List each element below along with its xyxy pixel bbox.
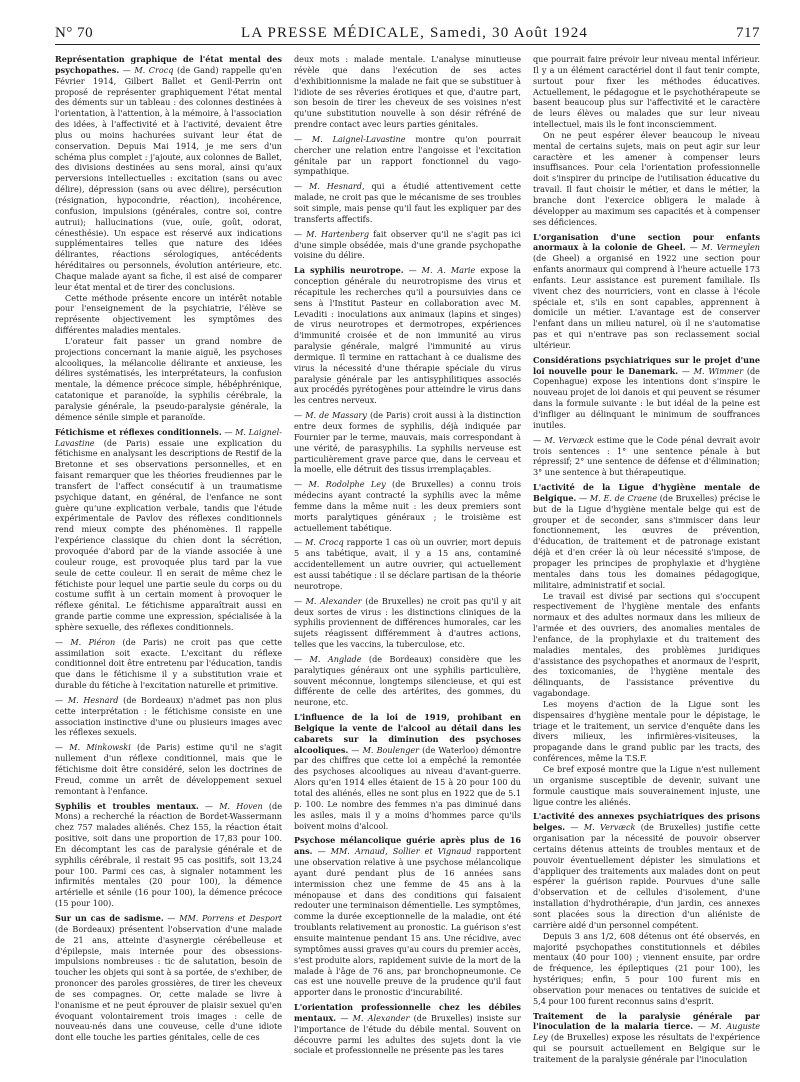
section-text: (de Bruxelles) ne croit pas qu'il y ait deux sortes de virus : les distinctions cliniques de la syphilis proviennent de différences humorales, car les sujets réagissent différemment à d'autres actions, telles que les vaccins, la tuberculose, etc. [294, 595, 521, 650]
report-section [294, 410, 521, 475]
speaker-name: M. Vervæck [544, 434, 594, 445]
section-text: (de Bordeaux) n'admet pas non plus cette interprétation : le fétichisme consiste en une association instinctive d'une ou plusieurs images avec les réflexes sexuels. [55, 694, 282, 738]
section-paragraph: Psychose mélancolique guérie après plus de 16 ans. — MM. Arnaud, Sollier et Vignaud rapportent une observation relative à une psychose mélancolique ayant duré pendant plus de 16 années sans intermission chez une femme de 45 ans à la ménopause et dans des conditions qui faisaient redouter une terminaison démentielle. Les symptômes, comme la durée exceptionnelle de la maladie, ont été troublants relativement au pronostic. La guérison s'est ensuite maintenue pendant 15 ans. Une récidive, avec symptômes aussi graves qu'au cours du premier accès, s'est produite alors, rapidement suivie de la mort de la malade à l'âge de 76 ans, par bronchopneumonie. Ce cas est une nouvelle preuve de la prudence qu'il faut apporter dans le pronostic d'incurabilité. [294, 835, 521, 998]
section-text: (de Bruxelles) justifie cette organisation par la nécessité de pouvoir observer certains détenus atteints de troubles mentaux et de pouvoir éventuellement dépister les simulations et d'appliquer des traitements aux malades dont on peut espérer la guérison rapide. Pourvues d'une salle d'observation et de cellules d'isolement, d'une installation d'hydrothérapie, d'un jardin, ces annexes sont placées sous la direction d'un aliéniste de carrière aidé d'un personnel compétent. [533, 822, 760, 930]
speaker-name: M. Crocq [305, 537, 344, 548]
section-paragraph: — M. Hesnard (de Bordeaux) n'admet pas non plus cette interprétation : le fétichisme consiste en une association instinctive d'une ou plusieurs images avec les réflexes sexuels. [55, 694, 282, 738]
journal-title: LA PRESSE MÉDICALE, Samedi, 30 Août 1924 [240, 24, 589, 41]
section-paragraph: Syphilis et troubles mentaux. — M. Hoven (de Mons) a recherché la réaction de Bordet-Wassermann chez 757 malades aliénés. Chez 155, la réaction était positive, soit dans une proportion de 17,83 pour 100. En décomptant les cas de paralysie générale et de syphilis cérébrale, il restait 95 cas positifs, soit 13,24 pour 100. Parmi ces cas, à signaler notamment les infirmités mentales (20 pour 100), la démence artérielle et sénile (16 pour 100), la démence précoce (15 pour 100). [55, 800, 282, 909]
section-text: expose la conception générale du neurotropisme des virus et récapitule les recherches qu'il a poursuivies dans ce sens à l'Institut Pasteur en collaboration avec M. Levaditi : inoculations aux animaux (lapins et singes) de virus neurotropes et dermotropes, expériences d'immunité croisée et de non immunité au virus paralysie générale, malgré l'immunité au virus dermique. Il termine en rattachant à ce dualisme des virus la nécessité d'une thérapie spéciale du virus paralysie générale par les antisyphilitiques associés aux procédés pyrétogènes pour atteindre le virus dans les centres nerveux. [294, 265, 521, 406]
section-text: (de Bordeaux) présentent l'observation d'une malade de 21 ans, atteinte d'asynergie cérébelleuse et d'épilepsie, mais internée pour des obsessions-impulsions nombreuses : tic de salutation, besoin de toucher les objets qui sont à sa portée, de s'exhiber, de prononcer des paroles grossières, de tirer les cheveux de ses compagnes. Or, cette malade se livre à l'onanisme et ne peut éprouver de plaisir sexuel qu'en évoquant volontairement trois images : celle de nouveau-nés dans une couveuse, celle d'une idiote dont elle touche les parties génitales, celle de ces [55, 923, 282, 1043]
speaker-name: M. Wimmer [693, 365, 744, 376]
speaker-name: M. A. Marie [421, 265, 476, 276]
report-section [294, 134, 521, 177]
section-paragraph: Traitement de la paralysie générale par l'inoculation de la malaria tierce. — M. Auguste Ley (de Bruxelles) expose les résultats de l'expérience qui se poursuit actuellement en Belgique sur le traitement de la paralysie générale par l'inoculation [533, 1010, 760, 1064]
speaker-name: M. Laignel-Lavastine [55, 426, 282, 448]
section-paragraph: L'influence de la loi de 1919, prohibant en Belgique la vente de l'alcool au détail dans les cabarets sur la diminution des psychoses alcooliques. — M. Boulenger (de Waterloo) démontre par des chiffres que cette loi a empêché la remontée des psychoses alcooliques au niveau d'avant-guerre. Alors qu'en 1914 elles étaient de 15 à 20 pour 100 du total des aliénés, elles ne sont plus en 1922 que de 5.1 p. 100. Le nombre des femmes n'a pas diminué dans les asiles, mais il y a moins d'hommes parce qu'ils boivent moins d'alcool. [294, 712, 521, 831]
section-paragraph: — M. Crocq rapporte 1 cas où un ouvrier, mort depuis 5 ans tabétique, avait, il y a 15 ans, contaminé accidentellement un autre ouvrier, qui actuellement est aussi tabétique : il se déclare partisan de la théorie neurotrope. [294, 537, 521, 591]
report-section [294, 1002, 521, 1056]
section-title: Représentation graphique de l'état mental des psychopathes. [55, 54, 282, 75]
section-title: L'activité des annexes psychiatriques des prisons belges. [533, 811, 760, 833]
section-text: (de Gand) rappelle qu'en Février 1914, Gilbert Ballet et Genil-Perrin ont proposé de représenter graphiquement l'état mental des déments sur un tableau : des colonnes destinées à l'orientation, à l'attention, à la mémoire, à l'association des idées, à l'affectivité et à l'activité, devaient être plus ou moins hachurées suivant leur état de conservation. Depuis Mai 1914, je me sers d'un schéma plus complet : j'ajoute, aux colonnes de Ballet, des divisions destinées au sens moral, ainsi qu'aux perversions intellectuelles : excitation (sans ou avec délire), dépression (sans ou avec délire), persécution (résignation, hypocondrie, réaction), incohérence, confusion, impulsions (générales, contre soi, contre autrui); hallucinations (vue, ouïe, goût, odorat, cénesthésie). Un espace est réservé aux indications supplémentaires telles que nature des idées délirantes, réactions sérologiques, antécédents héréditaires ou personnels, évolution antérieure, etc. Chaque malade ayant sa fiche, il est aisé de comparer leur état mental et de tirer des conclusions. [55, 64, 282, 292]
report-section [55, 801, 282, 909]
section-text: estime que le Code pénal devrait avoir trois sentences : 1° une sentence pénale à but répressif; 2° une sentence de défense et d'élimination; 3° une sentence à but thérapeutique. [533, 434, 760, 478]
section-text: (de Waterloo) démontre par des chiffres que cette loi a empêché la remontée des psychoses alcooliques au niveau d'avant-guerre. Alors qu'en 1914 elles étaient de 15 à 20 pour 100 du total des aliénés, elles ne sont plus en 1922 que de 5.1 p. 100. Le nombre des femmes n'a pas diminué dans les asiles, mais il y a moins d'hommes parce qu'ils boivent moins d'alcool. [294, 744, 521, 831]
column-middle [294, 54, 521, 1068]
section-paragraph: Cette méthode présente encore un intérêt notable pour l'enseignement de la psychiatrie, l'élève se représente objectivement les symptômes des différentes maladies mentales. [55, 292, 282, 336]
speaker-name: MM. Arnaud, Sollier et Vignaud [330, 846, 472, 857]
section-text: montre qu'on pourrait chercher une relation entre l'angoisse et l'excitation génitale par un rapport fonctionnel du vago-sympathique. [294, 133, 521, 177]
section-paragraph: Depuis 3 ans 1/2, 608 détenus ont été observés, en majorité psychopathes constitutionnels et débiles mentaux (40 pour 100) ; viennent ensuite, par ordre de fréquence, les épileptiques (21 pour 100), les hystériques; enfin, 5 pour 100 furent mis en observation pour menaces ou tentatives de suicide et 5,4 pour 100 furent reconnus sains d'esprit. [533, 930, 760, 1006]
section-text: (de Paris) essaie une explication du fétichisme en analysant les descriptions de Restif de la Bretonne et ses observations personnelles, et en faisant remarquer que les théories freudiennes par le transfert de l'affect consécutif à un traumatisme psychique datant, en général, de l'enfance ne sont guère qu'une explication verbale, tandis que l'étude expérimentale de Pavlov des réflexes conditionnels rend mieux compte des phénomènes. Il rappelle l'expérience classique du chien dont la sécrétion, provoquée d'abord par de la viande associée à une couleur rouge, est provoquée plus tard par la vue seule de cette couleur. Il en serait de même chez le fétichiste pour lequel une partie seule du corps ou du costume suffit à un certain moment à provoquer le réflexe génital. Le fétichisme apparaîtrait aussi en grande partie comme une expression, spécialisée à la sphère sexuelle, des réflexes conditionnels. [55, 437, 282, 632]
section-text: (de Mons) a recherché la réaction de Bordet-Wassermann chez 757 malades aliénés. Chez 155, la réaction était positive, soit dans une proportion de 17,83 pour 100. En décomptant les cas de paralysie générale et de syphilis cérébrale, il restait 95 cas positifs, soit 13,24 pour 100. Parmi ces cas, à signaler notamment les infirmités mentales (20 pour 100), la démence artérielle et sénile (16 pour 100), la démence précoce (15 pour 100). [55, 800, 282, 909]
section-text: (de Bordeaux) considère que les paralytiques généraux ont une syphilis particulière, souvent méconnue, longtemps silencieuse, et qui est différente de celle des artérites, des gommes, du neurone, etc. [294, 653, 521, 708]
section-title: Sur un cas de sadisme. [55, 912, 164, 923]
speaker-name: M. Piéron [70, 636, 116, 647]
section-paragraph: Sur un cas de sadisme. — MM. Porrens et Desport (de Bordeaux) présentent l'observation d'une malade de 21 ans, atteinte d'asynergie cérébelleuse et d'épilepsie, mais internée pour des obsessions-impulsions nombreuses : tic de salutation, besoin de toucher les objets qui sont à sa portée, de s'exhiber, de prononcer des paroles grossières, de tirer les cheveux de ses compagnes. Or, cette malade se livre à l'onanisme et ne peut éprouver de plaisir sexuel qu'en évoquant volontairement trois images : celle de nouveau-nés dans une couveuse, celle d'une idiote dont elle touche les parties génitales, celle de ces [55, 912, 282, 1043]
section-text: fait observer qu'il ne s'agit pas ici d'une simple obsédée, mais d'une grande psychopathe voisine du délire. [294, 228, 521, 261]
issue-number: N° 70 [55, 24, 94, 41]
section-paragraph: Le travail est divisé par sections qui s'occupent respectivement de l'hygiène mentale des enfants normaux et des adultes normaux dans les milieux de l'armée et des ouvriers, des anomalies mentales de l'enfance, de la prophylaxie et du traitement des maladies mentales, des problèmes juridiques d'assistance des psychopathes et anormaux de l'esprit, des toxicomanies, de l'hygiène mentale des délinquants, de l'assistance préventive du vagabondage. [533, 590, 760, 699]
section-paragraph: — M. Minkowski (de Paris) estime qu'il ne s'agit nullement d'un réflexe conditionnel, mais que le fétichisme doit être considéré, selon les doctrines de Freud, comme un arrêt de développement sexuel remontant à l'enfance. [55, 742, 282, 796]
section-title: La syphilis neurotrope. [294, 265, 404, 276]
section-text: (de Gheel) a organisé en 1922 une section pour enfants anormaux qui comprend à l'heure actuelle 173 enfants. Leur assistance est purement familiale. Ils vivent chez des nourriciers, vont en classe à l'école spéciale et, s'ils en sont capables, apprennent à domicile un métier. L'avantage est de conserver l'enfant dans un milieu naturel, où il ne s'automatise pas et qui n'entrave pas son reclassement social ultérieur. [533, 253, 760, 350]
report-section [55, 913, 282, 1043]
section-paragraph: La syphilis neurotrope. — M. A. Marie expose la conception générale du neurotropisme des virus et récapitule les recherches qu'il a poursuivies dans ce sens à l'Institut Pasteur en collaboration avec M. Levaditi : inoculations aux animaux (lapins et singes) de virus neurotropes et dermotropes, expériences d'immunité croisée et de non immunité au virus paralysie générale, malgré l'immunité au virus dermique. Il termine en rattachant à ce dualisme des virus la nécessité d'une thérapie spéciale du virus paralysie générale par les antisyphilitiques associés aux procédés pyrétogènes pour atteindre le virus dans les centres nerveux. [294, 265, 521, 406]
speaker-name: M. Boulenger [362, 744, 420, 755]
section-text: (de Paris) ne croit pas que cette assimilation soit exacte. L'excitant du réflexe conditionnel doit être entretenu par l'éducation, tandis que dans le fétichisme il y a substitution vraie et durable du fétiche à l'excitation naturelle et primitive. [55, 636, 282, 691]
section-text: que pourrait faire prévoir leur niveau mental inférieur. Il y a un élément caractériel dont il faut tenir compte, surtout pour fixer les méthodes éducatives. Actuellement, le pédagogue et le psychothérapeute se basent beaucoup plus sur l'affectivité et le caractère de leurs élèves ou malades que sur leur niveau intellectuel, mais ils le font inconsciemment. [533, 54, 760, 130]
section-paragraph: — M. Hesnard, qui a étudié attentivement cette malade, ne croit pas que le mécanisme de ses troubles soit simple, mais pense qu'il faut les expliquer par des transferts affectifs. [294, 181, 521, 224]
speaker-name: M. Laignel-Lavastine [311, 133, 406, 144]
page-number: 717 [736, 24, 760, 41]
report-section [294, 712, 521, 831]
section-paragraph: — M. Piéron (de Paris) ne croit pas que cette assimilation soit exacte. L'excitant du réflexe conditionnel doit être entretenu par l'éducation, tandis que dans le fétichisme il y a substitution vraie et durable du fétiche à l'excitation naturelle et primitive. [55, 636, 282, 691]
report-section [294, 596, 521, 650]
section-paragraph: L'activité de la Ligue d'hygiène mentale de Belgique. — M. E. de Craene (de Bruxelles) précise le but de la Ligue d'hygiène mentale belge qui est de grouper et de seconder, sans s'immiscer dans leur fonctionnement, les œuvres de prévention, d'éducation, de traitement et de patronage existant déjà et d'en créer là où leur nécessité s'impose, de propager les principes de prophylaxie et d'hygiène mentales dans tous les domaines pédagogique, militaire, administratif et social. [533, 482, 760, 590]
speaker-name: M. Hartenberg [306, 228, 370, 239]
section-paragraph: L'orientation professionnelle chez les débiles mentaux. — M. Alexander (de Bruxelles) insiste sur l'importance de l'étude du débile mental. Souvent on découvre parmi les adultes des sujets dont la vie sociale et professionnelle ne présente pas les tares [294, 1002, 521, 1056]
section-text: (de Bruxelles) expose les résultats de l'expérience qui se poursuit actuellement en Belgique sur le traitement de la paralysie générale par l'inoculation [533, 1032, 760, 1064]
report-section [533, 435, 760, 478]
speaker-name: M. Crocq [134, 64, 174, 75]
speaker-name: M. Rodolphe Ley [308, 479, 386, 490]
speaker-name: M. Vermeylen [701, 242, 760, 253]
report-section [55, 427, 282, 633]
speaker-name: M. Alexander [305, 595, 362, 606]
page-header [55, 22, 760, 45]
section-paragraph: — M. Anglade (de Bordeaux) considère que les paralytiques généraux ont une syphilis particulière, souvent méconnue, longtemps silencieuse, et qui est différente de celle des artérites, des gommes, du neurone, etc. [294, 653, 521, 708]
report-section [294, 229, 521, 262]
section-title: L'influence de la loi de 1919, prohibant en Belgique la vente de l'alcool au détail dans les cabarets sur la diminution des psychoses alcooliques. [294, 712, 521, 755]
column-right [533, 54, 760, 1068]
report-section [294, 654, 521, 708]
section-paragraph: — M. Rodolphe Ley (de Bruxelles) a connu trois médecins ayant contracté la syphilis avec la même femme dans la même nuit : les deux premiers sont morts paralytiques généraux ; le troisième est actuellement tabétique. [294, 479, 521, 533]
speaker-name: M. E. de Craene [589, 492, 658, 503]
section-paragraph: Ce bref exposé montre que la Ligue n'est nullement un organisme susceptible de devenir, suivant une formule caustique mais souverainement injuste, une ligue contre les aliénés. [533, 764, 760, 807]
report-section [294, 479, 521, 533]
section-title: Syphilis et troubles mentaux. [55, 800, 199, 811]
report-section [533, 355, 760, 431]
section-text: deux mots : malade mentale. L'analyse minutieuse révèle que dans l'exécution de ses actes d'exhibitionnisme la malade ne fait que se substituer à l'idiote de ses rêveries érotiques et que, d'autre part, son besoin de tirer les cheveux de ses voisines n'est qu'une substitution nouvelle à son désir réfréné de prendre contact avec leurs parties génitales. [294, 54, 521, 130]
speaker-name: M. Alexander [352, 1012, 410, 1023]
section-title: Fétichisme et réflexes conditionnels. [55, 426, 222, 437]
report-section [55, 54, 282, 423]
report-section [55, 695, 282, 738]
section-paragraph: On ne peut espérer élever beaucoup le niveau mental de certains sujets, mais on peut agir sur leur caractère et les amener à compenser leurs insuffisances. Pour cela l'orientation professionnelle doit s'inspirer du principe de l'utilisation éducative du travail. Il faut choisir le métier, et dans le métier, la branche dont l'exercice obligera le malade à développer au maximum ses capacités et à compenser ses déficiences. [533, 129, 760, 227]
section-paragraph: L'activité des annexes psychiatriques des prisons belges. — M. Vervæck (de Bruxelles) justifie cette organisation par la nécessité de pouvoir observer certains détenus atteints de troubles mentaux et de pouvoir éventuellement dépister les simulations et d'appliquer des traitements aux malades dont on peut espérer la guérison rapide. Pourvues d'une salle d'observation et de cellules d'isolement, d'une installation d'hydrothérapie, d'un jardin, ces annexes sont placées sous la direction d'un aliéniste de carrière aidé d'un personnel compétent. [533, 811, 760, 930]
speaker-name: MM. Porrens et Desport [179, 912, 282, 923]
article-columns [55, 54, 760, 1068]
report-section [533, 232, 760, 351]
section-title: L'organisation d'une section pour enfants anormaux à la colonie de Gheel. [533, 231, 760, 253]
speaker-name: M. Minkowski [69, 742, 131, 753]
speaker-name: M. de Massary [305, 410, 367, 421]
report-section [533, 1011, 760, 1065]
section-title: Traitement de la paralysie générale par l'inoculation de la malaria tierce. [533, 1010, 760, 1032]
report-section [533, 54, 760, 228]
section-paragraph [294, 54, 521, 130]
section-text: (de Paris) estime qu'il ne s'agit nullement d'un réflexe conditionnel, mais que le fétichisme doit être considéré, selon les doctrines de Freud, comme un arrêt de développement sexuel remontant à l'enfance. [55, 742, 282, 796]
report-section [533, 811, 760, 1006]
report-section [533, 482, 760, 807]
section-paragraph: Fétichisme et réflexes conditionnels. — M. Laignel-Lavastine (de Paris) essaie une explication du fétichisme en analysant les descriptions de Restif de la Bretonne et ses observations personnelles, et en faisant remarquer que les théories freudiennes par le transfert de l'affect consécutif à un traumatisme psychique datant, en général, de l'enfance ne sont guère qu'une explication verbale, tandis que l'étude expérimentale de Pavlov des réflexes conditionnels rend mieux compte des phénomènes. Il rappelle l'expérience classique du chien dont la sécrétion, provoquée d'abord par de la viande associée à une couleur rouge, est provoquée plus tard par la vue seule de cette couleur. Il en serait de même chez le fétichiste pour lequel une partie seule du corps ou du costume suffit à un certain moment à provoquer le réflexe génital. Le fétichisme apparaîtrait aussi en grande partie comme une expression, spécialisée à la sphère sexuelle, des réflexes conditionnels. [55, 426, 282, 632]
speaker-name: M. Hoven [219, 800, 263, 811]
section-paragraph: Les moyens d'action de la Ligue sont les dispensaires d'hygiène mentale pour le dépistage, le triage et le traitement, un service d'enquête dans les divers milieux, les infirmières-visiteuses, la propagande dans le grand public par les tracts, des conférences, même la T.S.F. [533, 698, 760, 764]
section-text: (de Bruxelles) précise le but de la Ligue d'hygiène mentale belge qui est de grouper et de seconder, sans s'immiscer dans leur fonctionnement, les œuvres de prévention, d'éducation, de traitement et de patronage existant déjà et d'en créer là où leur nécessité s'impose, de propager les principes de prophylaxie et d'hygiène mentales dans tous les domaines pédagogique, militaire, administratif et social. [533, 492, 760, 590]
section-paragraph: — M. Alexander (de Bruxelles) ne croit pas qu'il y ait deux sortes de virus : les distinctions cliniques de la syphilis proviennent de différences humorales, car les sujets réagissent différemment à d'autres actions, telles que les vaccins, la tuberculose, etc. [294, 595, 521, 650]
report-section [55, 637, 282, 691]
speaker-name: M. Anglade [309, 653, 362, 664]
section-title: L'orientation professionnelle chez les débiles mentaux. [294, 1002, 521, 1023]
section-paragraph [533, 54, 760, 130]
section-text: (de Bruxelles) a connu trois médecins ayant contracté la syphilis avec la même femme dans la même nuit : les deux premiers sont morts paralytiques généraux ; le troisième est actuellement tabétique. [294, 479, 521, 533]
section-paragraph: Représentation graphique de l'état mental des psychopathes. — M. Crocq (de Gand) rappelle qu'en Février 1914, Gilbert Ballet et Genil-Perrin ont proposé de représenter graphiquement l'état mental des déments sur un tableau : des colonnes destinées à l'orientation, à l'attention, à la mémoire, à l'association des idées, à l'affectivité et à l'activité, devaient être plus ou moins hachurées suivant leur état de conservation. Depuis Mai 1914, je me sers d'un schéma plus complet : j'ajoute, aux colonnes de Ballet, des divisions destinées au sens moral, ainsi qu'aux perversions intellectuelles : excitation (sans ou avec délire), dépression (sans ou avec délire), persécution (résignation, hypocondrie, réaction), incohérence, confusion, impulsions (générales, contre soi, contre autrui); hallucinations (vue, ouïe, goût, odorat, cénesthésie). Un espace est réservé aux indications supplémentaires telles que nature des idées délirantes, réactions sérologiques, antécédents héréditaires ou personnels, évolution antérieure, etc. Chaque malade ayant sa fiche, il est aisé de comparer leur état mental et de tirer des conclusions. [55, 54, 282, 292]
section-paragraph: — M. de Massary (de Paris) croit aussi à la distinction entre deux formes de syphilis, déjà indiquée par Fournier par le terme, mauvais, mais correspondant à une vérité, de parasyphilis. La syphilis nerveuse est particulièrement grave parce que, dans le cerveau et la moelle, elle détruit des tissus irremplaçables. [294, 410, 521, 475]
report-section [294, 54, 521, 130]
section-title: Considérations psychiatriques sur le projet d'une loi nouvelle pour le Danemark. [533, 354, 760, 376]
section-paragraph: L'organisation d'une section pour enfants anormaux à la colonie de Gheel. — M. Vermeylen (de Gheel) a organisé en 1922 une section pour enfants anormaux qui comprend à l'heure actuelle 173 enfants. Leur assistance est purement familiale. Ils vivent chez des nourriciers, vont en classe à l'école spéciale et, s'ils en sont capables, apprennent à domicile un métier. L'avantage est de conserver l'enfant dans un milieu naturel, où il ne s'automatise pas et qui n'entrave pas son reclassement social ultérieur. [533, 231, 760, 350]
section-text: (de Copenhague) expose les intentions dont s'inspire le nouveau projet de loi danois et qui peuvent se résumer dans la formule suivante : le but idéal de la peine est d'infliger au délinquant le minimum de souffrances inutiles. [533, 365, 760, 430]
section-text: , qui a étudié attentivement cette malade, ne croit pas que le mécanisme de ses troubles soit simple, mais pense qu'il faut les expliquer par des transferts affectifs. [294, 181, 521, 224]
section-paragraph: — M. Hartenberg fait observer qu'il ne s'agit pas ici d'une simple obsédée, mais d'une grande psychopathe voisine du délire. [294, 228, 521, 261]
speaker-name: M. Vervæck [583, 822, 636, 833]
report-section [294, 835, 521, 998]
section-paragraph: — M. Laignel-Lavastine montre qu'on pourrait chercher une relation entre l'angoisse et l'excitation génitale par un rapport fonctionnel du vago-sympathique. [294, 133, 521, 177]
report-section [294, 181, 521, 224]
section-paragraph: Considérations psychiatriques sur le projet d'une loi nouvelle pour le Danemark. — M. Wimmer (de Copenhague) expose les intentions dont s'inspire le nouveau projet de loi danois et qui peuvent se résumer dans la formule suivante : le but idéal de la peine est d'infliger au délinquant le minimum de souffrances inutiles. [533, 354, 760, 430]
column-left [55, 54, 282, 1068]
speaker-name: M. Hesnard [309, 181, 362, 192]
section-paragraph: — M. Vervæck estime que le Code pénal devrait avoir trois sentences : 1° une sentence pénale à but répressif; 2° une sentence de défense et d'élimination; 3° une sentence à but thérapeutique. [533, 434, 760, 478]
section-title: Psychose mélancolique guérie après plus de 16 ans. [294, 835, 521, 857]
speaker-name: M. Hesnard [67, 694, 119, 705]
speaker-name: M. Auguste Ley [533, 1021, 760, 1043]
section-text: rapportent une observation relative à une psychose mélancolique ayant duré pendant plus de 16 années sans intermission chez une femme de 45 ans à la ménopause et dans des conditions qui faisaient redouter une terminaison démentielle. Les symptômes, comme la durée exceptionnelle de la maladie, ont été troublants relativement au pronostic. La guérison s'est ensuite maintenue pendant 15 ans. Une récidive, avec symptômes aussi graves qu'au cours du premier accès, s'est produite alors, rapidement suivie de la mort de la malade à l'âge de 76 ans, par bronchopneumonie. Ce cas est une nouvelle preuve de la prudence qu'il faut apporter dans le pronostic d'incurabilité. [294, 846, 521, 998]
section-title: L'activité de la Ligue d'hygiène mentale de Belgique. [533, 482, 760, 503]
section-paragraph: L'orateur fait passer un grand nombre de projections concernant la manie aiguë, les psychoses alcooliques, la mélancolie délirante et anxieuse, les délires systématisés, les interprétateurs, la confusion mentale, la démence précoce simple, hébéphrénique, catatonique et paranoïde, la syphilis cérébrale, la paralysie générale, la pseudo-paralysie générale, la démence sénile simple et paranoïde. [55, 335, 282, 422]
report-section [294, 265, 521, 406]
report-section [55, 742, 282, 796]
section-text: rapporte 1 cas où un ouvrier, mort depuis 5 ans tabétique, avait, il y a 15 ans, contaminé accidentellement un autre ouvrier, qui actuellement est aussi tabétique : il se déclare partisan de la théorie neurotrope. [294, 537, 521, 591]
section-text: (de Bruxelles) insiste sur l'importance de l'étude du débile mental. Souvent on découvre parmi les adultes des sujets dont la vie sociale et professionnelle ne présente pas les tares [294, 1012, 521, 1056]
report-section [294, 537, 521, 591]
section-text: (de Paris) croit aussi à la distinction entre deux formes de syphilis, déjà indiquée par Fournier par le terme, mauvais, mais correspondant à une vérité, de parasyphilis. La syphilis nerveuse est particulièrement grave parce que, dans le cerveau et la moelle, elle détruit des tissus irremplaçables. [294, 410, 521, 475]
